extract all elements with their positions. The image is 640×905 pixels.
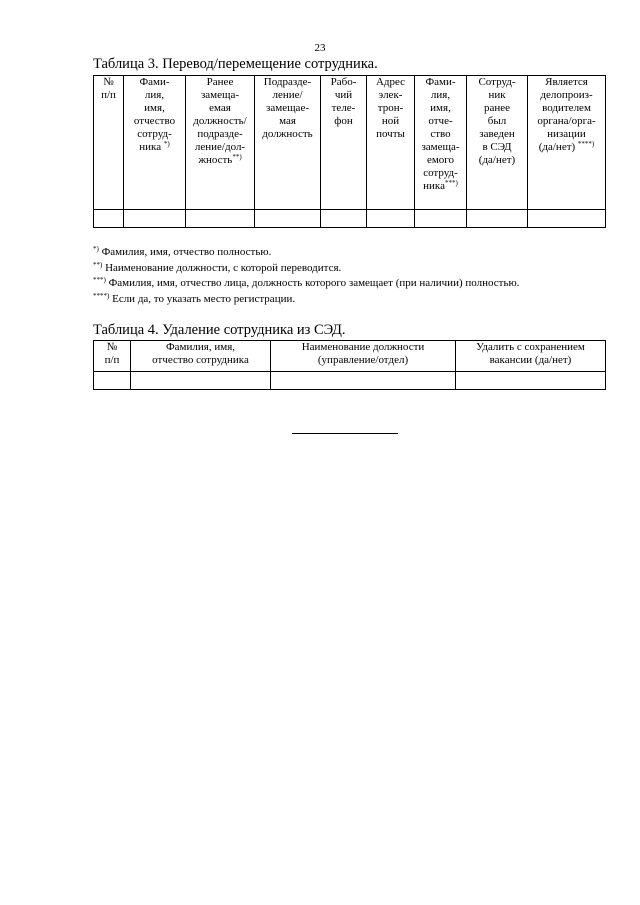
table3-title: Таблица 3. Перевод/перемещение сотрудника. — [93, 56, 378, 72]
table3-cell[interactable] — [467, 210, 528, 228]
footnote-mark: ****) — [577, 140, 595, 148]
end-rule — [292, 433, 398, 434]
table3-cell[interactable] — [321, 210, 367, 228]
table4-header-cell: Наименование должности (управление/отдел) — [271, 341, 456, 372]
table3-cell[interactable] — [124, 210, 186, 228]
footnote-mark: ****) — [93, 291, 110, 300]
table4-cell[interactable] — [271, 372, 456, 390]
table4 — [93, 340, 606, 390]
table4-header-cell: № п/п — [94, 341, 131, 372]
footnote-mark: *) — [93, 245, 99, 253]
footnote-mark: **) — [93, 260, 103, 269]
table3-header-cell: Сотруд- ник ранее был заведен в СЭД (да/нет) — [467, 76, 528, 210]
table3-cell[interactable] — [367, 210, 415, 228]
table3-cell[interactable] — [94, 210, 124, 228]
table3-header-cell: Является делопроиз- водителем органа/орга- низации (да/нет) ****) — [528, 76, 606, 210]
table3-header-cell: Подразде- ление/ замещае- мая должность — [255, 76, 321, 210]
footnote — [93, 261, 613, 277]
table3-cell[interactable] — [186, 210, 255, 228]
table3-header-cell: Рабо- чий теле- фон — [321, 76, 367, 210]
table4-cell[interactable] — [456, 372, 606, 390]
page-number: 23 — [314, 42, 326, 54]
table4-cell[interactable] — [94, 372, 131, 390]
footnote — [93, 245, 613, 261]
table3-cell[interactable] — [255, 210, 321, 228]
table3-header-row — [94, 76, 606, 210]
table4-header-row — [94, 341, 606, 372]
table3-header-cell: № п/п — [94, 76, 124, 210]
table3-cell[interactable] — [528, 210, 606, 228]
table3-cell[interactable] — [415, 210, 467, 228]
table3-header-cell: Фами- лия, имя, отче- ство замеща- емого сотруд- ника***) — [415, 76, 467, 210]
table4-header-cell: Фамилия, имя, отчество сотрудника — [131, 341, 271, 372]
footnote-text: Фамилия, имя, отчество лица, должность которого замещает (при наличии) полностью. — [105, 277, 520, 289]
table4-header-cell: Удалить с сохранением вакансии (да/нет) — [456, 341, 606, 372]
footnote — [93, 292, 613, 308]
footnotes — [93, 245, 613, 307]
table4-empty-row — [94, 372, 606, 390]
table4-title: Таблица 4. Удаление сотрудника из СЭД. — [93, 322, 346, 338]
footnote-text: Наименование должности, с которой переводится. — [102, 261, 342, 274]
table3 — [93, 75, 606, 228]
table3-header-cell: Ранее замеща- емая должность/ подразде- ление/дол- жность**) — [186, 76, 255, 210]
footnote-mark: ***) — [93, 276, 106, 284]
table3-header-cell: Фами- лия, имя, отчество сотруд- ника *) — [124, 76, 186, 210]
footnote-text: Если да, то указать место регистрации. — [109, 292, 296, 305]
footnote — [93, 276, 613, 292]
footnote-mark: **) — [232, 153, 242, 161]
table3-empty-row — [94, 210, 606, 228]
footnote-text: Фамилия, имя, отчество полностью. — [98, 246, 272, 258]
footnote-mark: *) — [163, 140, 170, 148]
footnote-mark: ***) — [445, 179, 458, 187]
table3-header-cell: Адрес элек- трон- ной почты — [367, 76, 415, 210]
table4-cell[interactable] — [131, 372, 271, 390]
